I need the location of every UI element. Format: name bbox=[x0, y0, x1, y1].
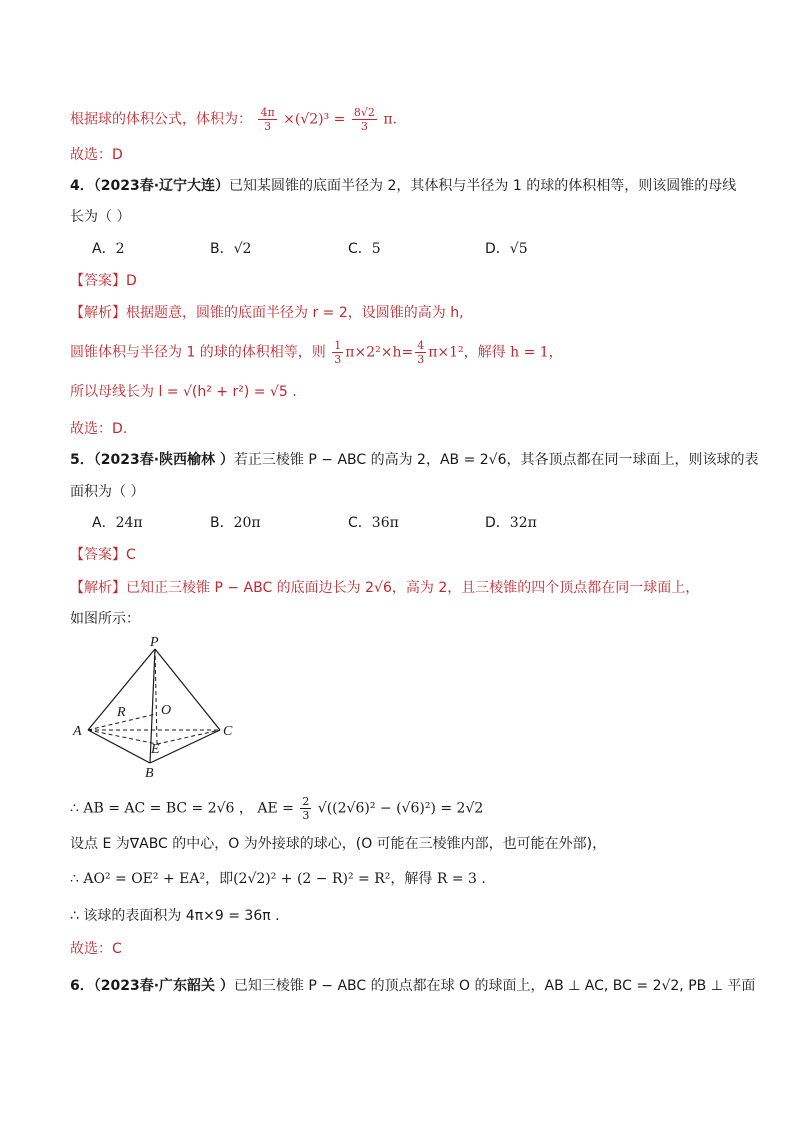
q4-analysis2c: π×1²，解得 h = 1， bbox=[428, 344, 563, 361]
q4-analysis2b: π×2²×h= bbox=[345, 344, 414, 361]
option-label: D． bbox=[485, 241, 510, 257]
q5-eq1a: ∴ AB = AC = BC = 2√6 ， AE = bbox=[70, 800, 294, 817]
frac-den: 3 bbox=[417, 353, 425, 366]
sol3-tail: π. bbox=[383, 111, 397, 128]
q4-option-a bbox=[92, 239, 125, 259]
q5-stem1: 若正三棱锥 P − ABC 的高为 2，AB = 2√6，其各顶点都在同一球面上，则该球的表 bbox=[233, 452, 759, 468]
option-value: 5 bbox=[371, 241, 381, 257]
q4-source: （2023春·辽宁大连） bbox=[93, 178, 230, 194]
q5-frac-two-thirds bbox=[300, 795, 311, 822]
sol3-prefix: 根据球的体积公式，体积为： bbox=[70, 111, 252, 128]
q6-source: （2023春·广东韶关 ） bbox=[93, 978, 234, 994]
q5-analysis-line2: 如图所示： bbox=[70, 611, 140, 627]
height-pe bbox=[155, 649, 157, 744]
q5-eq1 bbox=[70, 795, 483, 822]
sol3-frac bbox=[258, 106, 276, 133]
q4-stem-line2: 长为（ ） bbox=[70, 209, 131, 225]
segment-ae bbox=[88, 730, 157, 744]
q5-number: 5． bbox=[70, 452, 94, 468]
q4-choice: 故选：D. bbox=[70, 421, 128, 437]
q4-frac-four-thirds bbox=[415, 339, 426, 366]
option-label: C． bbox=[348, 241, 372, 257]
q6-stem1: 已知三棱锥 P − ABC 的顶点都在球 O 的球面上，AB ⊥ AC, BC = 2√2, PB ⊥ 平面 bbox=[233, 978, 756, 994]
q4-answer bbox=[70, 271, 137, 291]
option-label: B． bbox=[210, 515, 234, 531]
analysis-tag: 【解析】 bbox=[70, 580, 126, 596]
sol3-line bbox=[70, 106, 397, 133]
q4-frac-one-third bbox=[332, 339, 343, 366]
option-value: 36π bbox=[371, 515, 399, 531]
q5-source: （2023春·陕西榆林 ） bbox=[93, 452, 234, 468]
q4-stem-line1 bbox=[70, 176, 736, 196]
q5-eq1b: √((2√6)² − (√6)²) = 2√2 bbox=[317, 800, 484, 817]
q5-eq3: ∴ AO² = OE² + EA²，即(2√2)² + (2 − R)² = R²，解得 R = 3 . bbox=[70, 871, 486, 887]
sol3-result-num: 8√2 bbox=[353, 106, 375, 119]
edge-bc bbox=[150, 730, 220, 763]
sol3-frac-den: 3 bbox=[264, 120, 272, 133]
q5-stem-line2: 面积为（ ） bbox=[70, 484, 145, 500]
q5-option-a bbox=[92, 513, 143, 533]
q5-eq4: ∴ 该球的表面积为 4π×9 = 36π . bbox=[70, 908, 280, 924]
q5-option-c bbox=[348, 513, 399, 533]
sol3-frac-num: 4π bbox=[260, 106, 275, 119]
q5-stem-line1 bbox=[70, 450, 759, 470]
label-b: B bbox=[145, 766, 154, 781]
q4-analysis-line1 bbox=[70, 303, 464, 323]
q4-number: 4． bbox=[70, 178, 94, 194]
option-label: C． bbox=[348, 515, 372, 531]
label-o: O bbox=[161, 703, 172, 718]
q5-analysis-line1 bbox=[70, 578, 699, 598]
q6-number: 6． bbox=[70, 978, 94, 994]
frac-den: 3 bbox=[302, 809, 310, 822]
answer-tag: 【答案】 bbox=[70, 547, 126, 563]
sol3-result-den: 3 bbox=[360, 120, 368, 133]
option-label: B． bbox=[210, 241, 234, 257]
sol3-mid: ×(√2)³ = bbox=[283, 111, 346, 128]
label-r: R bbox=[117, 705, 126, 720]
option-value: 32π bbox=[509, 515, 537, 531]
q5-choice: 故选：C bbox=[70, 941, 122, 957]
sol3-choice: 故选：D bbox=[70, 147, 123, 163]
label-a: A bbox=[73, 724, 82, 739]
q4-analysis2a: 圆锥体积与半径为 1 的球的体积相等，则 bbox=[70, 344, 326, 361]
frac-den: 3 bbox=[334, 353, 342, 366]
label-e: E bbox=[151, 742, 160, 757]
answer-tag: 【答案】 bbox=[70, 273, 126, 289]
q4-analysis-line2 bbox=[70, 339, 563, 366]
q4-analysis-line3: 所以母线长为 l = √(h² + r²) = √5 . bbox=[70, 384, 297, 400]
label-c: C bbox=[223, 724, 233, 739]
q4-analysis1: 根据题意，圆锥的底面半径为 r = 2，设圆锥的高为 h, bbox=[126, 305, 464, 321]
edge-ab bbox=[88, 730, 150, 763]
q5-answer bbox=[70, 545, 136, 565]
label-p: P bbox=[150, 636, 159, 650]
q4-option-c bbox=[348, 239, 381, 259]
q4-stem1: 已知某圆锥的底面半径为 2，其体积与半径为 1 的球的体积相等，则该圆锥的母线 bbox=[229, 178, 737, 194]
sol3-result bbox=[352, 106, 377, 133]
q5-analysis1: 已知正三棱锥 P − ABC 的底面边长为 2√6，高为 2，且三棱锥的四个顶点都在同一球面上， bbox=[126, 580, 700, 596]
segment-ec bbox=[157, 730, 220, 744]
option-value: 2 bbox=[115, 241, 125, 257]
q6-stem-line1 bbox=[70, 976, 755, 996]
frac-num: 1 bbox=[334, 339, 342, 352]
frac-num: 4 bbox=[417, 339, 425, 352]
q4-option-b bbox=[210, 239, 251, 259]
answer-value: D bbox=[126, 273, 137, 289]
q5-option-b bbox=[210, 513, 261, 533]
q5-eq2: 设点 E 为∇ABC 的中心，O 为外接球的球心，(O 可能在三棱锥内部，也可能在外部)， bbox=[70, 836, 607, 852]
option-label: A． bbox=[92, 241, 116, 257]
q5-option-d bbox=[485, 513, 537, 533]
pyramid-figure bbox=[70, 636, 270, 786]
option-value: 20π bbox=[233, 515, 261, 531]
option-label: D． bbox=[485, 515, 510, 531]
q4-option-d bbox=[485, 239, 528, 259]
analysis-tag: 【解析】 bbox=[70, 305, 126, 321]
option-label: A． bbox=[92, 515, 116, 531]
option-value: 24π bbox=[115, 515, 143, 531]
option-value: √2 bbox=[233, 241, 252, 257]
answer-value: C bbox=[126, 547, 136, 563]
frac-num: 2 bbox=[302, 795, 310, 808]
option-value: √5 bbox=[509, 241, 528, 257]
